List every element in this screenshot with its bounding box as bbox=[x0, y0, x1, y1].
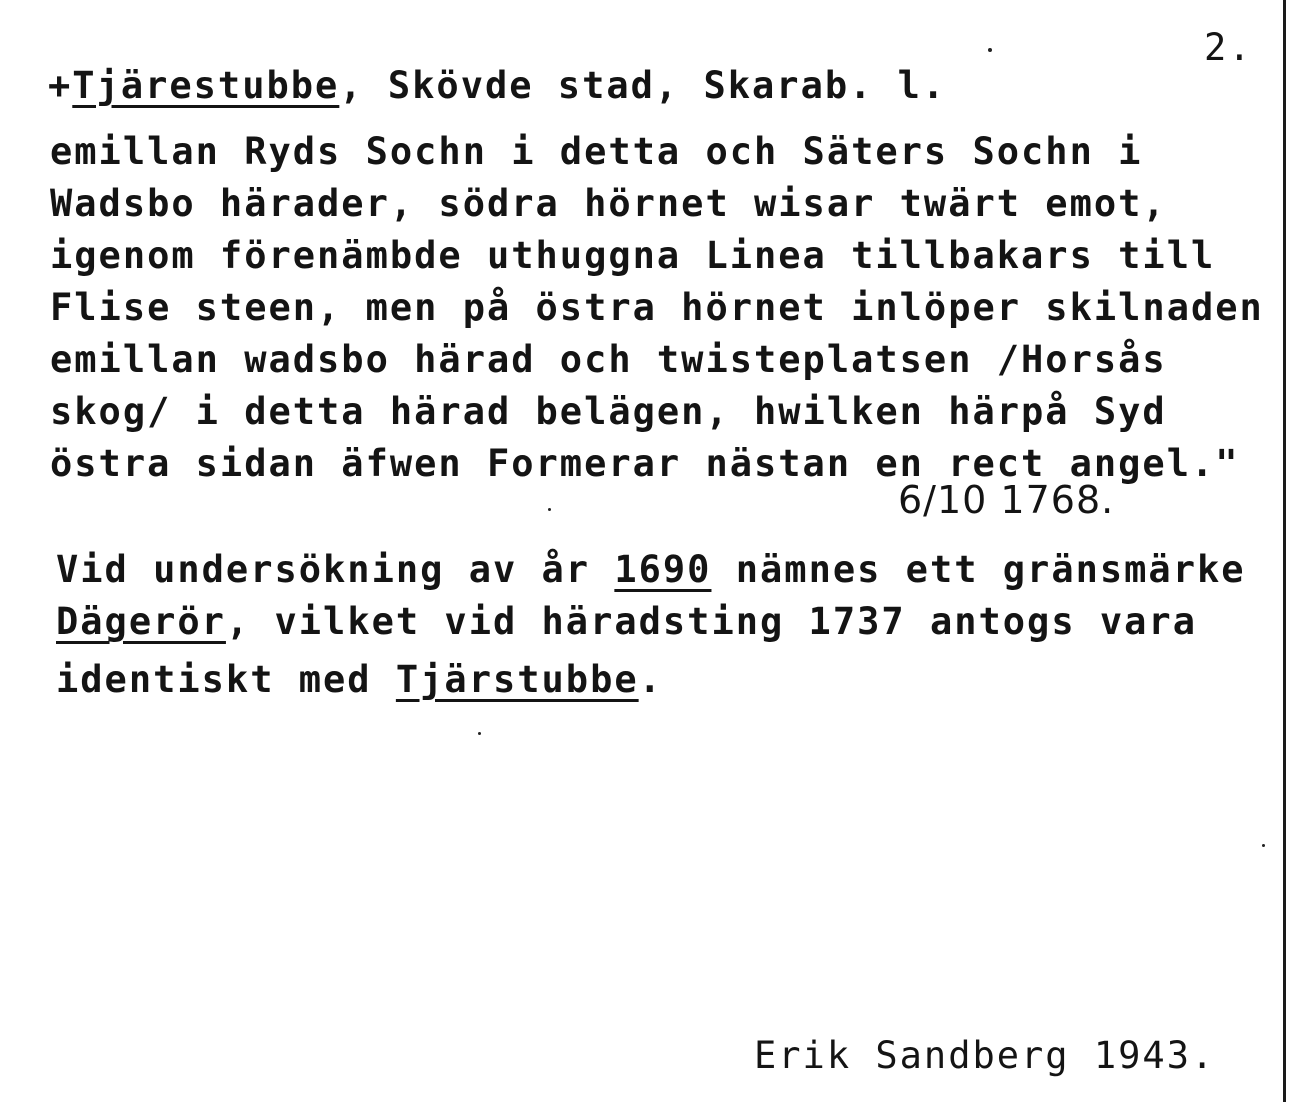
ink-speck bbox=[988, 48, 992, 52]
note-line-2-rest: , vilket vid häradsting 1737 antogs vara bbox=[225, 600, 1197, 643]
page-number: 2. bbox=[1204, 26, 1253, 69]
ink-speck bbox=[548, 508, 551, 511]
ink-speck bbox=[1262, 844, 1265, 847]
card-heading bbox=[48, 64, 946, 107]
heading-location: , Skövde stad, Skarab. l. bbox=[339, 64, 947, 107]
quote-line-7: östra sidan äfwen Formerar nästan en rect angel." bbox=[50, 442, 1240, 485]
note-line-1-rest: nämnes ett gränsmärke bbox=[711, 548, 1246, 591]
note-line-2 bbox=[56, 600, 1197, 643]
note-term-tjarstubbe: Tjärstubbe bbox=[395, 658, 639, 701]
quote-line-5: emillan wadsbo härad och twisteplatsen /Horsås bbox=[50, 338, 1167, 381]
signature: Erik Sandberg 1943. bbox=[754, 1034, 1216, 1077]
heading-place-name: Tjärestubbe bbox=[72, 64, 340, 107]
quote-line-2: Wadsbo härader, södra hörnet wisar twärt emot, bbox=[50, 182, 1167, 225]
quote-line-6: skog/ i detta härad belägen, hwilken härpå Syd bbox=[50, 390, 1167, 433]
note-line-3 bbox=[56, 658, 663, 701]
quote-line-4: Flise steen, men på östra hörnet inlöper skilnaden bbox=[50, 286, 1264, 329]
note-line-1 bbox=[56, 548, 1246, 591]
note-year: 1690 bbox=[614, 548, 712, 591]
note-line-3-end: . bbox=[638, 658, 663, 701]
note-line-3-text: identiskt med bbox=[56, 658, 396, 701]
note-line-1-text: Vid undersökning av år bbox=[56, 548, 615, 591]
quote-date: 6/10 1768. bbox=[898, 478, 1115, 522]
note-term-dagoror: Dägerör bbox=[56, 600, 226, 643]
heading-prefix: + bbox=[48, 64, 73, 107]
card-right-edge bbox=[1283, 0, 1286, 1102]
quote-line-3: igenom förenämbde uthuggna Linea tillbakars till bbox=[50, 234, 1216, 277]
quote-line-1: emillan Ryds Sochn i detta och Säters Sochn i bbox=[50, 130, 1143, 173]
ink-speck bbox=[478, 732, 481, 735]
